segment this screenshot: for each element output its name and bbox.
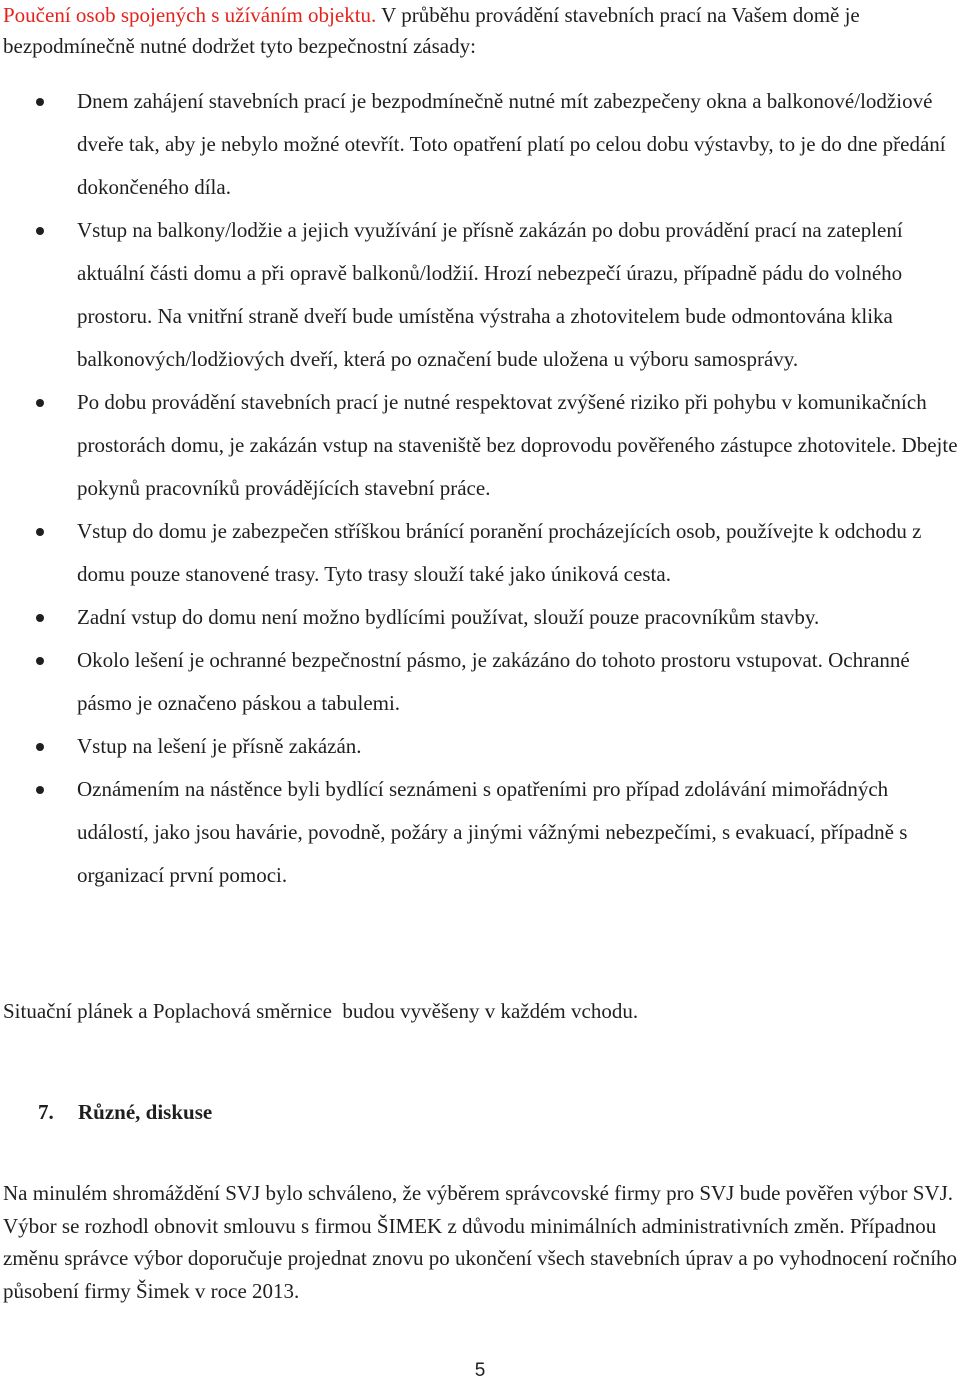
section-heading [38, 1094, 212, 1130]
intro-red-title: Poučení osob spojených s užíváním objektu. [3, 3, 377, 27]
bullet-icon [36, 227, 44, 235]
page-number: 5 [474, 1360, 486, 1381]
list-item [0, 510, 960, 596]
list-item [0, 768, 960, 897]
intro-paragraph [3, 0, 953, 62]
list-item-text: Oznámením na nástěnce byli bydlící seznámeni s opatřeními pro případ zdolávání mimořádných událostí, jako jsou havárie, povodně, požáry a jinými vážnými nebezpečími, s evakuací, případně s organizací první pomoci. [77, 777, 908, 887]
bullet-icon [36, 614, 44, 622]
list-item-text: Vstup do domu je zabezpečen stříškou bránící poranění procházejících osob, používejte k odchodu z domu pouze stanovené trasy. Tyto trasy slouží také jako úniková cesta. [77, 519, 922, 586]
bullet-icon [36, 528, 44, 536]
bullet-icon [36, 786, 44, 794]
list-item-text: Vstup na lešení je přísně zakázán. [77, 734, 362, 758]
list-item-text: Dnem zahájení stavebních prací je bezpodmínečně nutné mít zabezpečeny okna a balkonové/lodžiové dveře tak, aby je nebylo možné otevřít. Toto opatření platí po celou dobu výstavby, to je do dne předání dokončeného díla. [77, 89, 946, 199]
bullet-icon [36, 657, 44, 665]
bullet-icon [36, 98, 44, 106]
list-item [0, 639, 960, 725]
closing-sentence: Situační plánek a Poplachová směrnice budou vyvěšeny v každém vchodu. [3, 999, 639, 1023]
bullet-icon [36, 399, 44, 407]
list-item-text: Zadní vstup do domu není možno bydlícími používat, slouží pouze pracovníkům stavby. [77, 605, 820, 629]
section-number: 7. [38, 1100, 54, 1124]
list-item-text: Po dobu provádění stavebních prací je nutné respektovat zvýšené riziko při pohybu v komunikačních prostorách domu, je zakázán vstup na staveniště bez doprovodu pověřeného zástupce zhotovitele. Dbejte pokynů pracovníků provádějících stavební práce. [77, 390, 958, 500]
list-item [0, 80, 960, 209]
list-item [0, 596, 960, 639]
list-item [0, 725, 960, 768]
list-item [0, 381, 960, 510]
intro-text: V průběhu provádění stavebních prací na Vašem domě je bezpodmínečně nutné dodržet tyto bezpečnostní zásady: [3, 3, 860, 58]
safety-rules-list [0, 80, 960, 897]
body-paragraph: Na minulém shromáždění SVJ bylo schváleno, že výběrem správcovské firmy pro SVJ bude pověřen výbor SVJ. Výbor se rozhodl obnovit smlouvu s firmou ŠIMEK z důvodu minimálních administrativních změn. Případnou změnu správce výbor doporučuje projednat znovu po ukončení všech stavebních úprav a po vyhodnocení ročního působení firmy Šimek v roce 2013. [3, 1181, 958, 1303]
list-item-text: Okolo lešení je ochranné bezpečnostní pásmo, je zakázáno do tohoto prostoru vstupovat. Ochranné pásmo je označeno páskou a tabulemi. [77, 648, 910, 715]
section-title: Různé, diskuse [78, 1100, 213, 1124]
bullet-icon [36, 743, 44, 751]
list-item [0, 209, 960, 381]
list-item-text: Vstup na balkony/lodžie a jejich využívání je přísně zakázán po dobu provádění prací na zateplení aktuální části domu a při opravě balkonů/lodžií. Hrozí nebezpečí úrazu, případně pádu do volného prostoru. Na vnitřní straně dveří bude umístěna výstraha a zhotovitelem bude odmontována klika balkonových/lodžiových dveří, která po označení bude uložena u výboru samosprávy. [77, 218, 903, 371]
